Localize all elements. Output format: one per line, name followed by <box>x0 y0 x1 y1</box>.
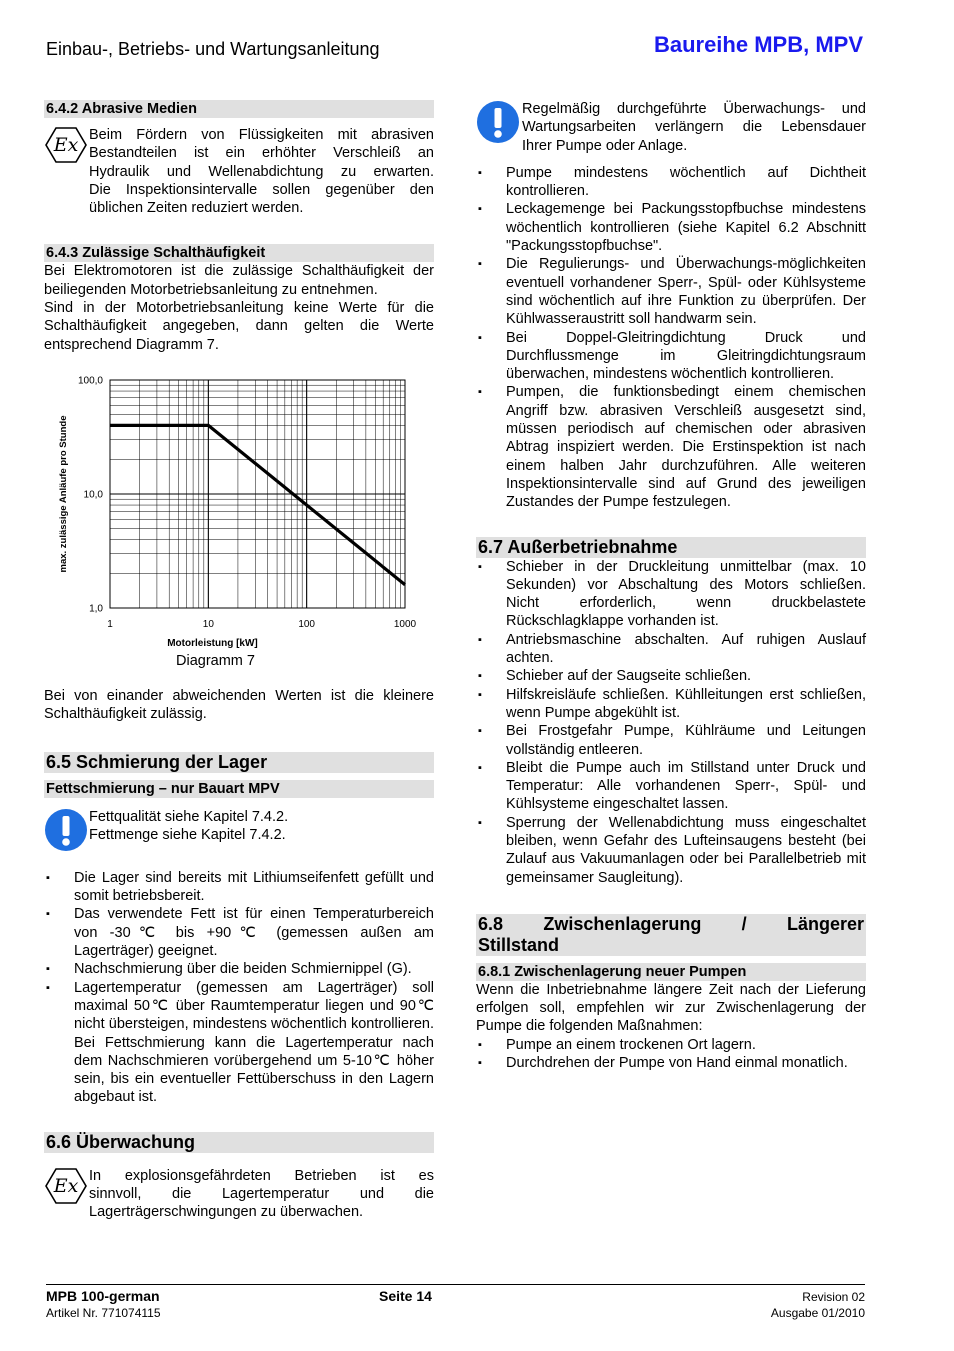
warning-icon <box>476 100 520 144</box>
ex-icon <box>44 1167 88 1205</box>
list-item: ▪ Bei Doppel-Gleitringdichtung Druck und Durchflussmenge im Gleitringdichtungsraum überwachen, mindestens wöchentlich kontrollieren. <box>476 329 866 384</box>
list-item: ▪ Schieber auf der Saugseite schließen. <box>476 667 866 685</box>
grease-note <box>44 808 434 857</box>
header-title: Einbau-, Betriebs- und Wartungsanleitung <box>46 39 380 59</box>
paragraph: Bei Elektromotoren ist die zulässige Schalthäufigkeit der beiliegenden Motorbetriebsanleitung zu entnehmen. <box>44 263 434 298</box>
section-6-8-title <box>476 914 866 956</box>
note-line: Ihrer Pumpe oder Anlage. <box>522 137 688 154</box>
note-line: Fettqualität siehe Kapitel 7.4.2. <box>89 808 289 825</box>
list-item: ▪ Hilfskreisläufe schließen. Kühlleitungen erst schließen, wenn Pumpe abgekühlt ist. <box>476 686 866 723</box>
footer-article: Artikel Nr. 771074115 <box>46 1306 161 1320</box>
list-item: ▪ Schieber in der Druckleitung unmittelbar (max. 10 Sekunden) vor Abschaltung des Motors schließen. Nicht erforderlich, wenn druckbelastete Rückschlagklappe vorhanden ist. <box>476 558 866 631</box>
abrasive-note <box>44 126 434 217</box>
header-series: Baureihe MPB, MPV <box>653 32 863 57</box>
footer-revision: Revision 02 <box>802 1290 865 1304</box>
y-axis-label: max. zulässige Anläufe pro Stunde <box>58 415 69 573</box>
right-column <box>476 100 866 1072</box>
monitoring-line: sinnvoll, die Lagertemperatur und die <box>89 1186 434 1203</box>
list-item: ▪ Pumpe mindestens wöchentlich auf Dichtheit kontrollieren. <box>476 164 866 201</box>
list-item: ▪ Antriebsmaschine abschalten. Auf ruhigen Auslauf achten. <box>476 631 866 668</box>
footer-doc: MPB 100-german <box>46 1288 160 1304</box>
x-tick-label: 10 <box>202 618 214 630</box>
section-6-5-title: 6.5 Schmierung der Lager <box>44 752 434 773</box>
abrasive-line: Beim Fördern von Flüssigkeiten mit abrasiven <box>89 127 434 143</box>
chart-caption: Diagramm 7 <box>176 652 255 669</box>
section-6-4-2-title: 6.4.2 Abrasive Medien <box>44 100 434 118</box>
x-tick-label: 100 <box>298 618 316 630</box>
list-item: ▪ Bei Frostgefahr Pumpe, Kühlräume und Leitungen vollständig entleeren. <box>476 722 866 759</box>
ex-icon <box>44 126 88 164</box>
monitoring-list <box>476 164 866 512</box>
abrasive-line: Hydraulik und Wellenabdichtung zu erwarten. <box>89 163 434 180</box>
left-column <box>44 100 434 1222</box>
list-item: ▪ Bleibt die Pumpe auch im Stillstand unter Druck und Temperatur: Alle vorhandenen Sperr-, Spül- und Kühlsysteme eingeschaltet lassen. <box>476 759 866 814</box>
section-6-8-title-line: 6.8 Zwischenlagerung / Längerer <box>478 913 864 934</box>
section-6-8-title-line: Stillstand <box>478 934 560 955</box>
abrasive-line: Die Inspektionsintervalle sollen gegenüber den <box>89 181 434 198</box>
lubrication-list <box>44 869 434 1107</box>
footer <box>46 1284 865 1320</box>
y-tick-label: 1,0 <box>89 603 103 615</box>
monitoring-ex-note <box>44 1167 434 1222</box>
list-item: ▪ Durchdrehen der Pumpe von Hand einmal monatlich. <box>476 1054 866 1072</box>
y-tick-label: 10,0 <box>83 489 103 501</box>
abrasive-line: Bestandteilen ist ein erhöhter Verschleiß an <box>89 145 434 162</box>
list-item: ▪ Das verwendete Fett ist für einen Temperaturbereich von -30℃ bis +90℃ (gemessen außen am Lagerträger) geeignet. <box>44 905 434 960</box>
abrasive-line: üblichen Zeiten reduziert werden. <box>89 200 304 217</box>
monitoring-line: Lagerträgerschwingungen zu überwachen. <box>89 1204 364 1221</box>
section-6-8-1-title: 6.8.1 Zwischenlagerung neuer Pumpen <box>476 963 866 981</box>
y-tick-label: 100,0 <box>77 375 103 387</box>
maintenance-note <box>476 100 866 155</box>
section-6-5-subtitle: Fettschmierung – nur Bauart MPV <box>44 780 434 798</box>
svg-text:Ex: Ex <box>53 1174 79 1197</box>
list-item: ▪ Pumpe an einem trockenen Ort lagern. <box>476 1036 866 1054</box>
list-item: ▪ Lagertemperatur (gemessen am Lagerträger) soll maximal 50℃ über Raumtemperatur liegen und 90℃ nicht übersteigen, mindestens wöchentlich kontrollieren. Bei Fettschmierung kann die Lagertemperatur nach dem Nachschmieren vorübergehend um 5-10℃ höher sein, bis ein eventueller Fettüberschuss in den Lagern abgebaut ist. <box>44 979 434 1107</box>
list-item: ▪ Leckagemenge bei Packungsstopfbuchse mindestens wöchentlich kontrollieren (siehe Kapitel 6.2 Abschnitt "Packungsstopfbuchse". <box>476 200 866 255</box>
section-6-6-title: 6.6 Überwachung <box>44 1132 434 1153</box>
list-item: ▪ Die Lager sind bereits mit Lithiumseifenfett gefüllt und somit betriebsbereit. <box>44 869 434 906</box>
footer-edition: Ausgabe 01/2010 <box>770 1306 865 1320</box>
list-item: ▪ Die Regulierungs- und Überwachungs-möglichkeiten eventuell vorhandener Sperr-, Spül- oder Kühlsysteme sind wöchentlich auf ihre Funktion zu überprüfen. Der Kühlwasseraustritt soll handwarm sein. <box>476 255 866 328</box>
warning-icon <box>44 808 88 852</box>
x-tick-label: 1000 <box>393 618 417 630</box>
x-axis-label: Motorleistung [kW] <box>167 637 258 649</box>
chart-container <box>44 358 434 676</box>
paragraph: Sind in der Motorbetriebsanleitung keine Werte für die Schalthäufigkeit angegeben, dann gelten die Werte entsprechend Diagramm 7. <box>44 300 434 353</box>
svg-text:Ex: Ex <box>53 134 79 156</box>
paragraph: Wenn die Inbetriebnahme längere Zeit nach der Lieferung erfolgen soll, empfehlen wir zur Zwischenlagerung der Pumpe die folgenden Maßnahmen: <box>476 981 866 1035</box>
monitoring-line: In explosionsgefährdeten Betrieben ist es <box>89 1167 434 1184</box>
x-tick-label: 1 <box>107 618 113 630</box>
list-item: ▪ Nachschmierung über die beiden Schmiernippel (G). <box>44 960 434 978</box>
paragraph: Bei von einander abweichenden Werten ist die kleinere Schalthäufigkeit zulässig. <box>44 687 434 723</box>
list-item: ▪ Pumpen, die funktionsbedingt einem chemischen Angriff bzw. abrasiven Verschleiß ausgesetzt sind, müssen periodisch auf chemischen oder abrasiven Abtrag inspiziert werden. Die Erstinspektion ist nach einem halben Jahr durchzuführen. Alle weiteren Inspektionsintervalle sind auf Grund des jeweiligen Zustandes der Pumpe festzulegen. <box>476 383 866 511</box>
note-line: Wartungsarbeiten verlängern die Lebensdauer <box>522 119 866 136</box>
note-line: Fettmenge siehe Kapitel 7.4.2. <box>89 826 286 843</box>
list-item: ▪ Sperrung der Wellenabdichtung muss eingeschaltet bleiben, wenn Gefahr des Lufteinsaugens besteht (bei Zulauf aus Vakuumanlagen oder bei Parallelbetrieb mit gemeinsamer Saugleitung). <box>476 814 866 887</box>
chart <box>44 358 434 676</box>
shutdown-list <box>476 558 866 887</box>
storage-list <box>476 1036 866 1073</box>
section-6-4-3-title: 6.4.3 Zulässige Schalthäufigkeit <box>44 244 434 262</box>
section-6-7-title: 6.7 Außerbetriebnahme <box>476 537 866 558</box>
footer-page: Seite 14 <box>379 1288 432 1304</box>
note-line: Regelmäßig durchgeführte Überwachungs- und <box>522 101 866 117</box>
